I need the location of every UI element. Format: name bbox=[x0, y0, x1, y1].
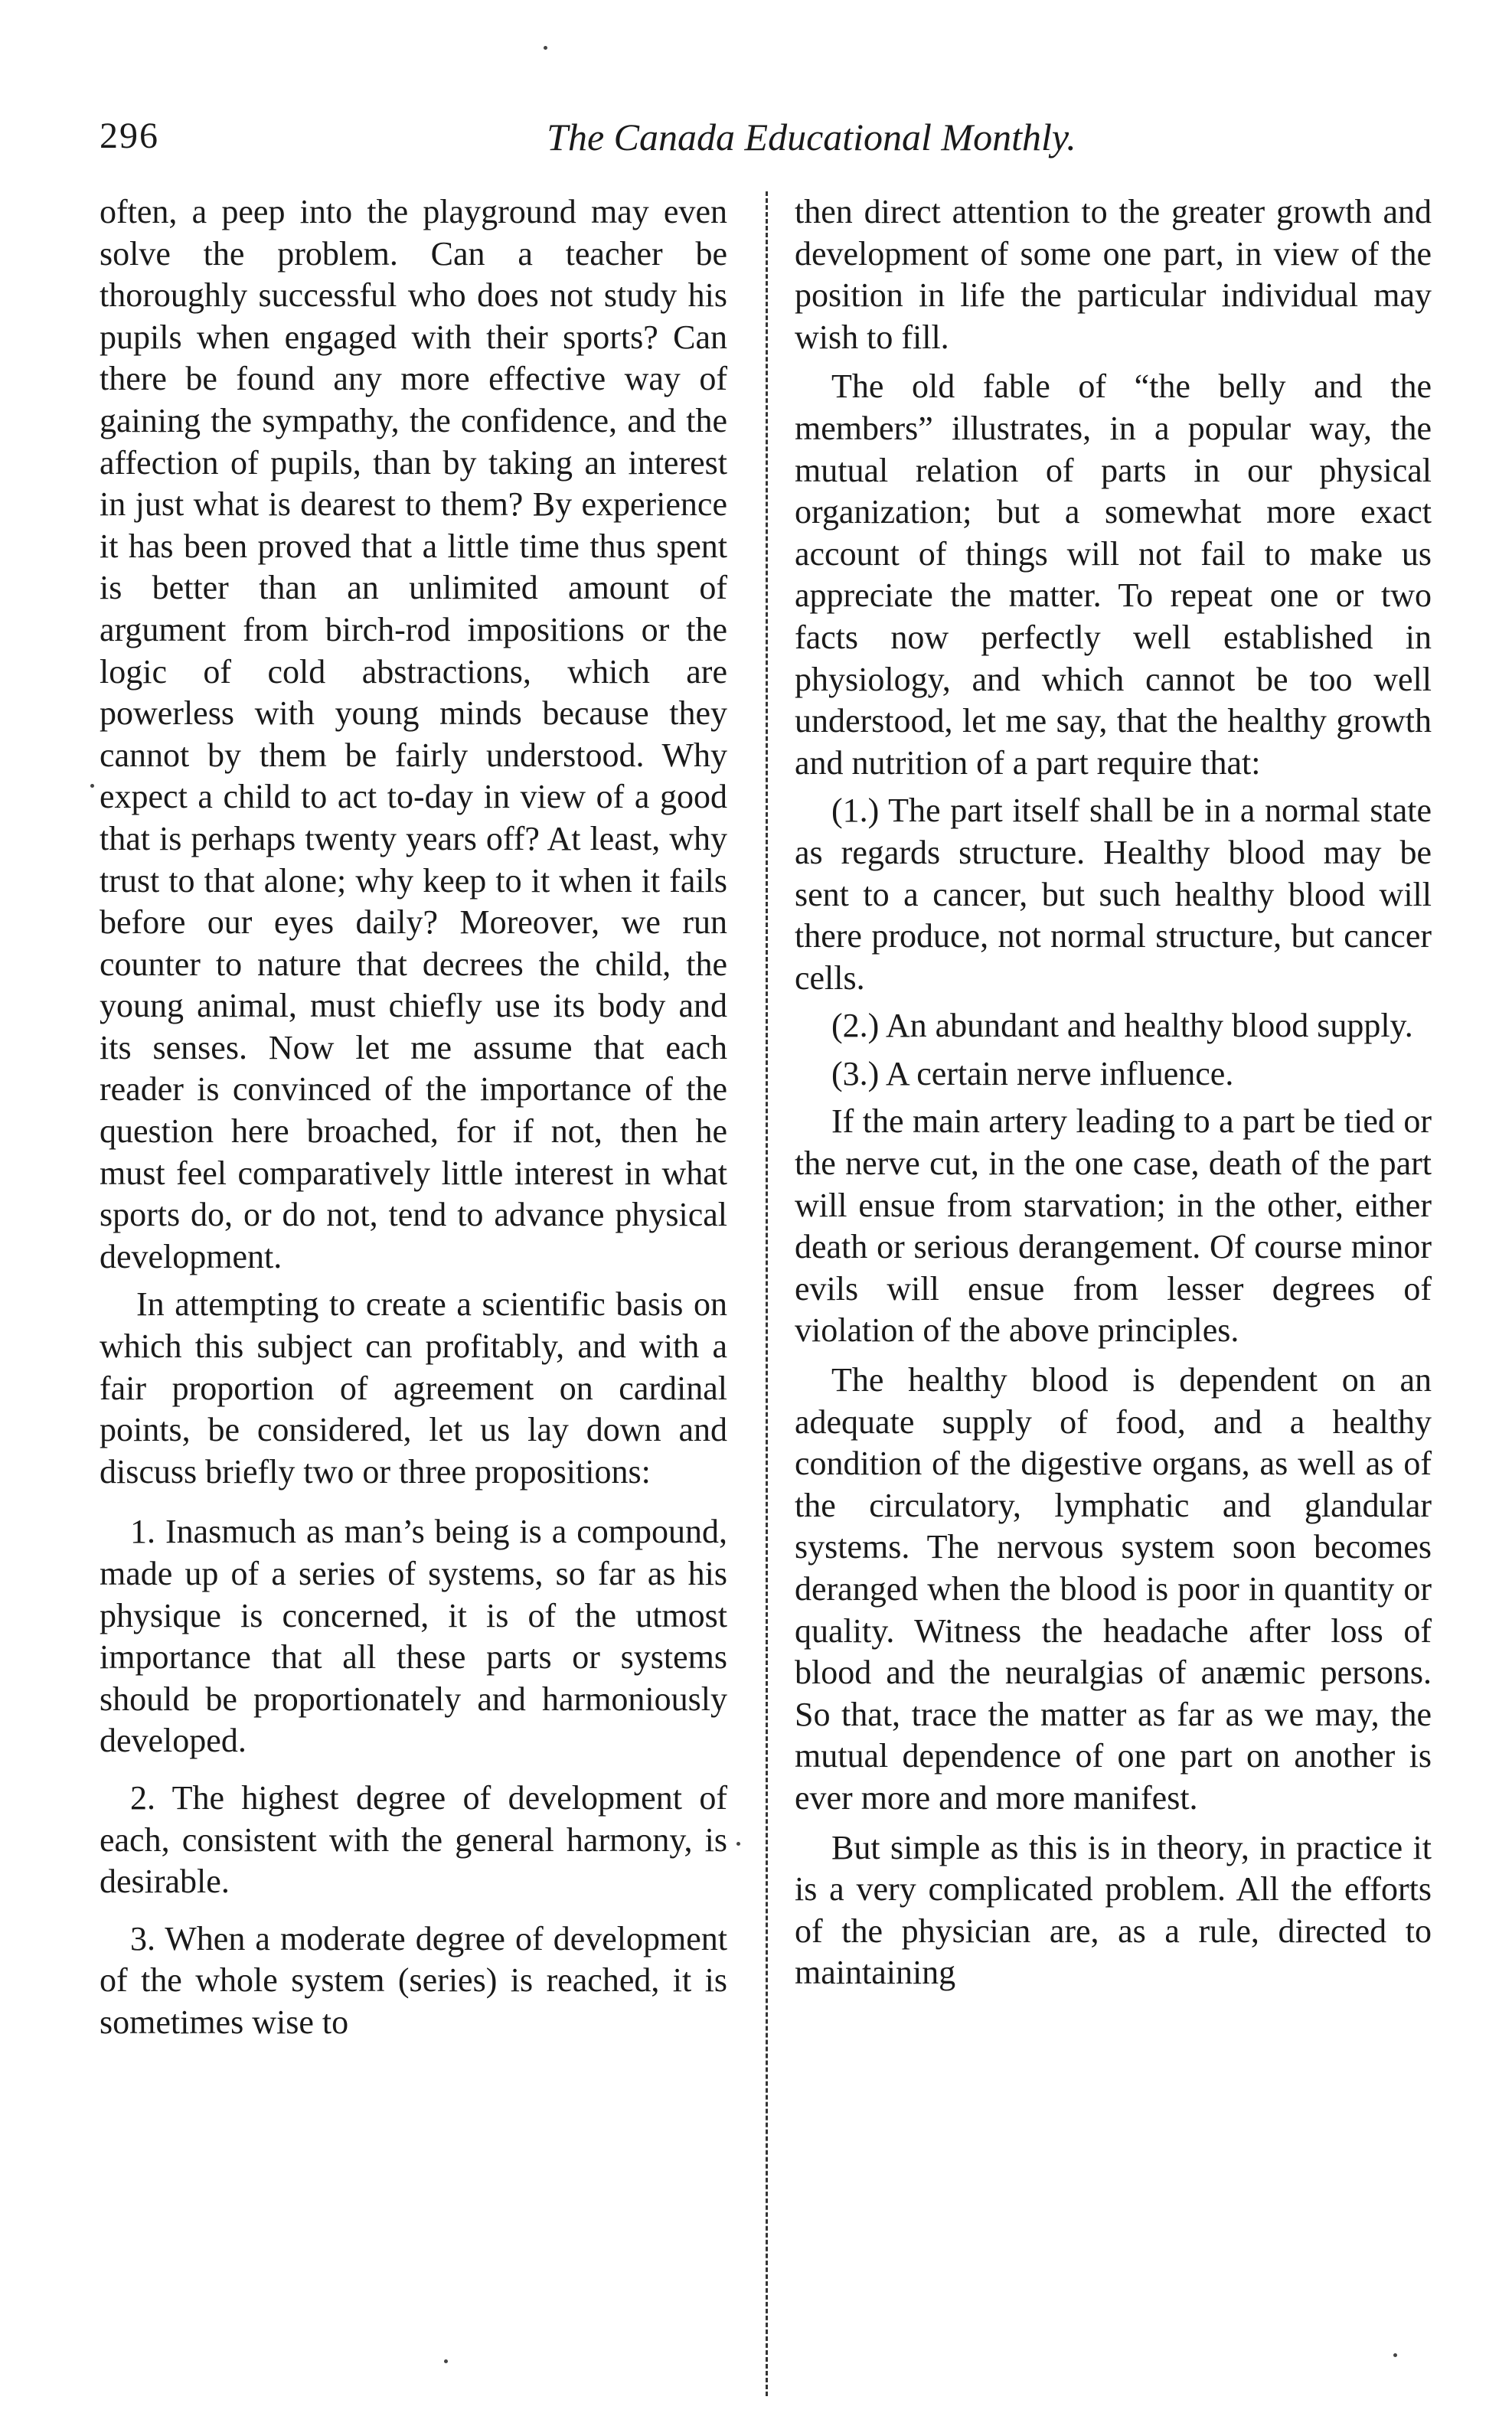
print-speck bbox=[444, 2359, 448, 2363]
print-speck bbox=[1393, 2353, 1397, 2357]
paragraph: often, a peep into the playground may even solve the problem. Can a teacher be thoroughly successful who does not study his pupils when engaged with their sports? Can there be found any more effective way of gaining the sympathy, the confidence, and the affection of pupils, than by taking an interest in just what is dearest to them? By experience it has been proved that a little time thus spent is better than an unlimited amount of argument from birch-rod impositions or the logic of cold abstractions, which are powerless with young minds because they cannot by them be fairly understood. Why expect a child to act to-day in view of a good that is perhaps twenty years off? At least, why trust to that alone; why keep to it when it fails before our eyes daily? Moreover, we run counter to nature that decrees the child, the young animal, must chiefly use its body and its senses. Now let me assume that each reader is convinced of the importance of the question here broached, for if not, then he must feel comparatively little interest in what sports do, or do not, tend to advance physical development. bbox=[100, 193, 727, 1275]
running-title: The Canada Educational Monthly. bbox=[547, 116, 1076, 158]
numbered-requirement-2: (2.) An abundant and healthy blood supply. bbox=[831, 1007, 1413, 1045]
print-speck bbox=[90, 784, 94, 788]
left-column bbox=[100, 191, 727, 2059]
paragraph: But simple as this is in theory, in practice it is a very complicated problem. All the efforts of the physician are, as a rule, directed to maintaining bbox=[795, 1828, 1432, 1992]
right-column bbox=[795, 191, 1432, 2000]
numbered-requirement-3: (3.) A certain nerve influence. bbox=[831, 1054, 1234, 1092]
paragraph: then direct attention to the greater growth and development of some one part, in view of the position in life the particular individual may wish to fill. bbox=[795, 193, 1432, 356]
proposition-1: 1. Inasmuch as man’s being is a compound, made up of a series of systems, so far as his physique is concerned, it is of the utmost importance that all these parts or systems should be proportionately and harmoniously developed. bbox=[100, 1513, 727, 1760]
page-header bbox=[100, 115, 1432, 168]
page-number: 296 bbox=[100, 116, 159, 156]
print-speck bbox=[736, 1842, 740, 1846]
column-divider bbox=[766, 191, 768, 2396]
paragraph: The old fable of “the belly and the members” illustrates, in a popular way, the mutual relation of parts in our physical organization; but a somewhat more exact account of things will not fail to make us appreciate the matter. To repeat one or two facts now perfectly well established in physiology, and which cannot be too well understood, let me say, that the healthy growth and nutrition of a part require that: bbox=[795, 367, 1432, 782]
numbered-requirement-1: (1.) The part itself shall be in a normal state as regards structure. Healthy blood may be sent to a cancer, but such healthy blood will there produce, not normal structure, but cancer cells. bbox=[795, 792, 1432, 997]
paragraph: In attempting to create a scientific basis on which this subject can profitably, and with a fair proportion of agreement on cardinal points, be considered, let us lay down and discuss briefly two or three propositions: bbox=[100, 1285, 727, 1491]
paragraph: The healthy blood is dependent on an adequate supply of food, and a healthy condition of the digestive organs, as well as of the circulatory, lymphatic and glandular systems. The nervous system soon becomes deranged when the blood is poor in quantity or quality. Witness the headache after loss of blood and the neuralgias of anæmic persons. So that, trace the matter as far as we may, the mutual dependence of one part on another is ever more and more manifest. bbox=[795, 1361, 1432, 1817]
proposition-3: 3. When a moderate degree of development of the whole system (series) is reached, it is sometimes wise to bbox=[100, 1919, 727, 2041]
paragraph: If the main artery leading to a part be tied or the nerve cut, in the one case, death of the part will ensue from starvation; in the other, either death or serious derangement. Of course minor evils will ensue from lesser degrees of violation of the above principles. bbox=[795, 1102, 1432, 1350]
print-speck bbox=[544, 46, 547, 50]
proposition-2: 2. The highest degree of development of each, consistent with the general harmony, is desirable. bbox=[100, 1778, 727, 1901]
